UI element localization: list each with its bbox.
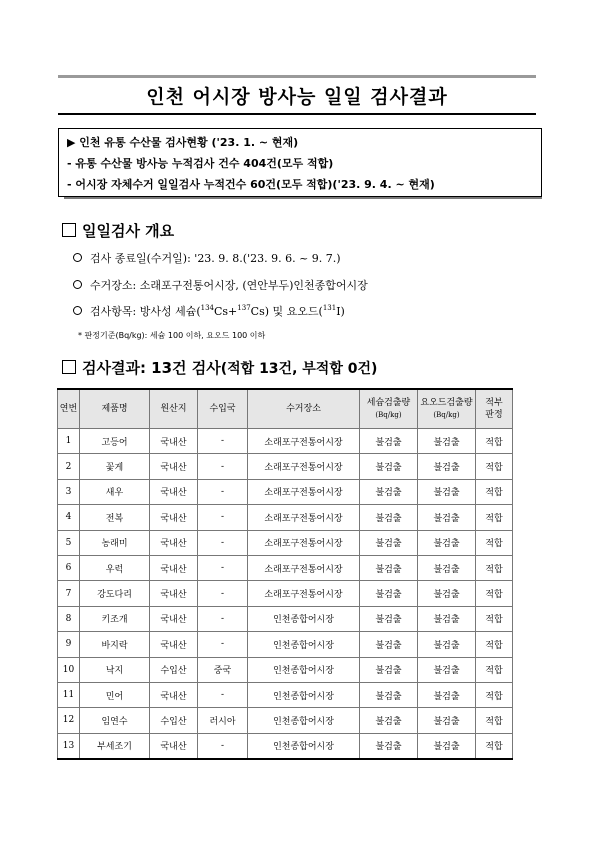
bullet-end-date (73, 250, 341, 266)
cell-verdict: 적합 (476, 530, 513, 555)
cell-verdict: 적합 (476, 708, 513, 733)
table-row (58, 682, 513, 707)
cell-no: 8 (58, 606, 80, 631)
bullet-place (73, 277, 368, 293)
cell-no: 9 (58, 632, 80, 657)
summary-line: - 어시장 자체수거 일일검사 누적건수 60건(모두 적합)('23. 9. 4. ~ 현재) (67, 178, 435, 191)
header-cesium (360, 389, 418, 429)
header-verdict (476, 389, 513, 429)
table-row (58, 632, 513, 657)
cell-import-country: - (198, 632, 248, 657)
header-verdict-line2: 판정 (485, 410, 503, 420)
cell-product: 낙지 (80, 657, 150, 682)
bullet-text: 수거장소: 소래포구전통어시장, (연안부두)인천종합어시장 (90, 279, 368, 292)
cell-iodine: 불검출 (418, 505, 476, 530)
isotope-number: 137 (237, 304, 251, 312)
cell-iodine: 불검출 (418, 606, 476, 631)
title-bottom-rule (58, 113, 536, 115)
circle-bullet-icon (73, 280, 82, 289)
cell-import-country: - (198, 429, 248, 454)
cell-import-country: - (198, 682, 248, 707)
section-heading-subtext: (적합 13건, 부적합 0건) (220, 361, 378, 377)
cell-origin: 국내산 (150, 530, 198, 555)
cell-import-country: - (198, 733, 248, 759)
cell-product: 꽃게 (80, 454, 150, 479)
cell-import-country: - (198, 555, 248, 580)
cell-cesium: 불검출 (360, 454, 418, 479)
bullet-text: I) (336, 305, 345, 318)
header-import-country: 수입국 (198, 389, 248, 429)
bullet-text: 검사 종료일(수거일): '23. 9. 8.('23. 9. 6. ~ 9. 7.) (90, 252, 341, 265)
summary-line: ▶ 인천 유통 수산물 검사현황 ('23. 1. ~ 현재) (67, 136, 299, 149)
cell-cesium: 불검출 (360, 429, 418, 454)
cell-place: 소래포구전통어시장 (248, 454, 360, 479)
cell-no: 5 (58, 530, 80, 555)
cell-no: 10 (58, 657, 80, 682)
cell-place: 소래포구전통어시장 (248, 530, 360, 555)
cell-product: 전복 (80, 505, 150, 530)
header-iodine-label: 요오드검출량 (420, 398, 473, 408)
results-table (57, 388, 513, 760)
summary-line: - 유통 수산물 방사능 누적검사 건수 404건(모두 적합) (67, 157, 334, 170)
cell-no: 13 (58, 733, 80, 759)
table-row (58, 606, 513, 631)
cell-origin: 국내산 (150, 606, 198, 631)
cell-product: 농래미 (80, 530, 150, 555)
cell-origin: 수입산 (150, 708, 198, 733)
cell-place: 인천종합어시장 (248, 632, 360, 657)
bullet-text: Cs) 및 요오드( (250, 305, 323, 318)
title-top-rule (58, 75, 536, 78)
circle-bullet-icon (73, 253, 82, 262)
cell-import-country: - (198, 581, 248, 606)
section-heading-results (62, 357, 377, 378)
cell-no: 6 (58, 555, 80, 580)
cell-place: 인천종합어시장 (248, 606, 360, 631)
table-row (58, 454, 513, 479)
cell-iodine: 불검출 (418, 682, 476, 707)
section-heading-text: 검사결과: 13건 검사 (82, 359, 221, 377)
cell-verdict: 적합 (476, 429, 513, 454)
cell-iodine: 불검출 (418, 429, 476, 454)
cell-cesium: 불검출 (360, 606, 418, 631)
table-row (58, 581, 513, 606)
cell-verdict: 적합 (476, 632, 513, 657)
cell-cesium: 불검출 (360, 657, 418, 682)
table-header-row (58, 389, 513, 429)
header-cesium-label: 세슘검출량 (366, 398, 411, 408)
table-row (58, 429, 513, 454)
cell-product: 키조개 (80, 606, 150, 631)
cell-verdict: 적합 (476, 657, 513, 682)
cell-iodine: 불검출 (418, 733, 476, 759)
checkbox-square-icon (62, 360, 76, 374)
cell-iodine: 불검출 (418, 632, 476, 657)
page-title: 인천 어시장 방사능 일일 검사결과 (146, 86, 448, 108)
cell-product: 새우 (80, 479, 150, 504)
criteria-note: * 판정기준(Bq/kg): 세슘 100 이하, 요오드 100 이하 (78, 331, 266, 340)
header-iodine-unit: (Bq/kg) (433, 411, 460, 419)
cell-verdict: 적합 (476, 454, 513, 479)
checkbox-square-icon (62, 223, 76, 237)
cell-origin: 국내산 (150, 429, 198, 454)
cell-no: 2 (58, 454, 80, 479)
cell-place: 소래포구전통어시장 (248, 555, 360, 580)
cell-cesium: 불검출 (360, 632, 418, 657)
isotope-number: 134 (200, 304, 214, 312)
cell-import-country: 중국 (198, 657, 248, 682)
cell-iodine: 불검출 (418, 454, 476, 479)
cell-place: 소래포구전통어시장 (248, 429, 360, 454)
cell-cesium: 불검출 (360, 530, 418, 555)
section-heading-text: 일일검사 개요 (82, 222, 175, 240)
cell-no: 4 (58, 505, 80, 530)
header-product: 제품명 (80, 389, 150, 429)
cell-iodine: 불검출 (418, 555, 476, 580)
cell-origin: 국내산 (150, 581, 198, 606)
cell-verdict: 적합 (476, 505, 513, 530)
cell-import-country: - (198, 530, 248, 555)
bullet-items (73, 303, 345, 319)
cell-verdict: 적합 (476, 581, 513, 606)
cell-origin: 국내산 (150, 733, 198, 759)
cell-place: 인천종합어시장 (248, 657, 360, 682)
cell-verdict: 적합 (476, 555, 513, 580)
cell-product: 강도다리 (80, 581, 150, 606)
cell-product: 민어 (80, 682, 150, 707)
cell-import-country: 러시아 (198, 708, 248, 733)
table-row (58, 479, 513, 504)
cell-product: 우럭 (80, 555, 150, 580)
table-row (58, 555, 513, 580)
header-no: 연번 (58, 389, 80, 429)
table-row (58, 708, 513, 733)
cell-product: 임연수 (80, 708, 150, 733)
cell-place: 인천종합어시장 (248, 733, 360, 759)
cell-product: 바지락 (80, 632, 150, 657)
cell-place: 인천종합어시장 (248, 682, 360, 707)
table-row (58, 657, 513, 682)
cell-place: 인천종합어시장 (248, 708, 360, 733)
header-cesium-unit: (Bq/kg) (375, 411, 402, 419)
cell-import-country: - (198, 505, 248, 530)
table-row (58, 733, 513, 759)
cell-origin: 국내산 (150, 454, 198, 479)
cell-product: 고등어 (80, 429, 150, 454)
summary-box (58, 128, 542, 197)
header-place: 수거장소 (248, 389, 360, 429)
circle-bullet-icon (73, 306, 82, 315)
cell-place: 소래포구전통어시장 (248, 505, 360, 530)
cell-verdict: 적합 (476, 733, 513, 759)
isotope-number: 131 (322, 304, 337, 312)
cell-verdict: 적합 (476, 682, 513, 707)
header-origin: 원산지 (150, 389, 198, 429)
cell-import-country: - (198, 454, 248, 479)
cell-cesium: 불검출 (360, 581, 418, 606)
cell-cesium: 불검출 (360, 505, 418, 530)
cell-iodine: 불검출 (418, 530, 476, 555)
cell-no: 11 (58, 682, 80, 707)
cell-iodine: 불검출 (418, 479, 476, 504)
cell-cesium: 불검출 (360, 555, 418, 580)
cell-cesium: 불검출 (360, 733, 418, 759)
bullet-text: Cs+ (214, 305, 238, 318)
cell-origin: 국내산 (150, 505, 198, 530)
cell-import-country: - (198, 479, 248, 504)
cell-origin: 국내산 (150, 479, 198, 504)
header-iodine (418, 389, 476, 429)
cell-origin: 국내산 (150, 632, 198, 657)
cell-no: 3 (58, 479, 80, 504)
cell-iodine: 불검출 (418, 708, 476, 733)
cell-origin: 국내산 (150, 555, 198, 580)
cell-origin: 수입산 (150, 657, 198, 682)
cell-cesium: 불검출 (360, 708, 418, 733)
section-heading-overview (62, 220, 174, 241)
cell-verdict: 적합 (476, 606, 513, 631)
cell-place: 소래포구전통어시장 (248, 479, 360, 504)
cell-iodine: 불검출 (418, 581, 476, 606)
cell-import-country: - (198, 606, 248, 631)
cell-cesium: 불검출 (360, 479, 418, 504)
cell-no: 12 (58, 708, 80, 733)
cell-verdict: 적합 (476, 479, 513, 504)
table-row (58, 530, 513, 555)
cell-no: 1 (58, 429, 80, 454)
header-verdict-line1: 적부 (485, 398, 503, 408)
cell-product: 부세조기 (80, 733, 150, 759)
bullet-text: 검사항목: 방사성 세슘( (90, 305, 201, 318)
cell-origin: 국내산 (150, 682, 198, 707)
table-row (58, 505, 513, 530)
cell-iodine: 불검출 (418, 657, 476, 682)
cell-place: 소래포구전통어시장 (248, 581, 360, 606)
cell-cesium: 불검출 (360, 682, 418, 707)
cell-no: 7 (58, 581, 80, 606)
